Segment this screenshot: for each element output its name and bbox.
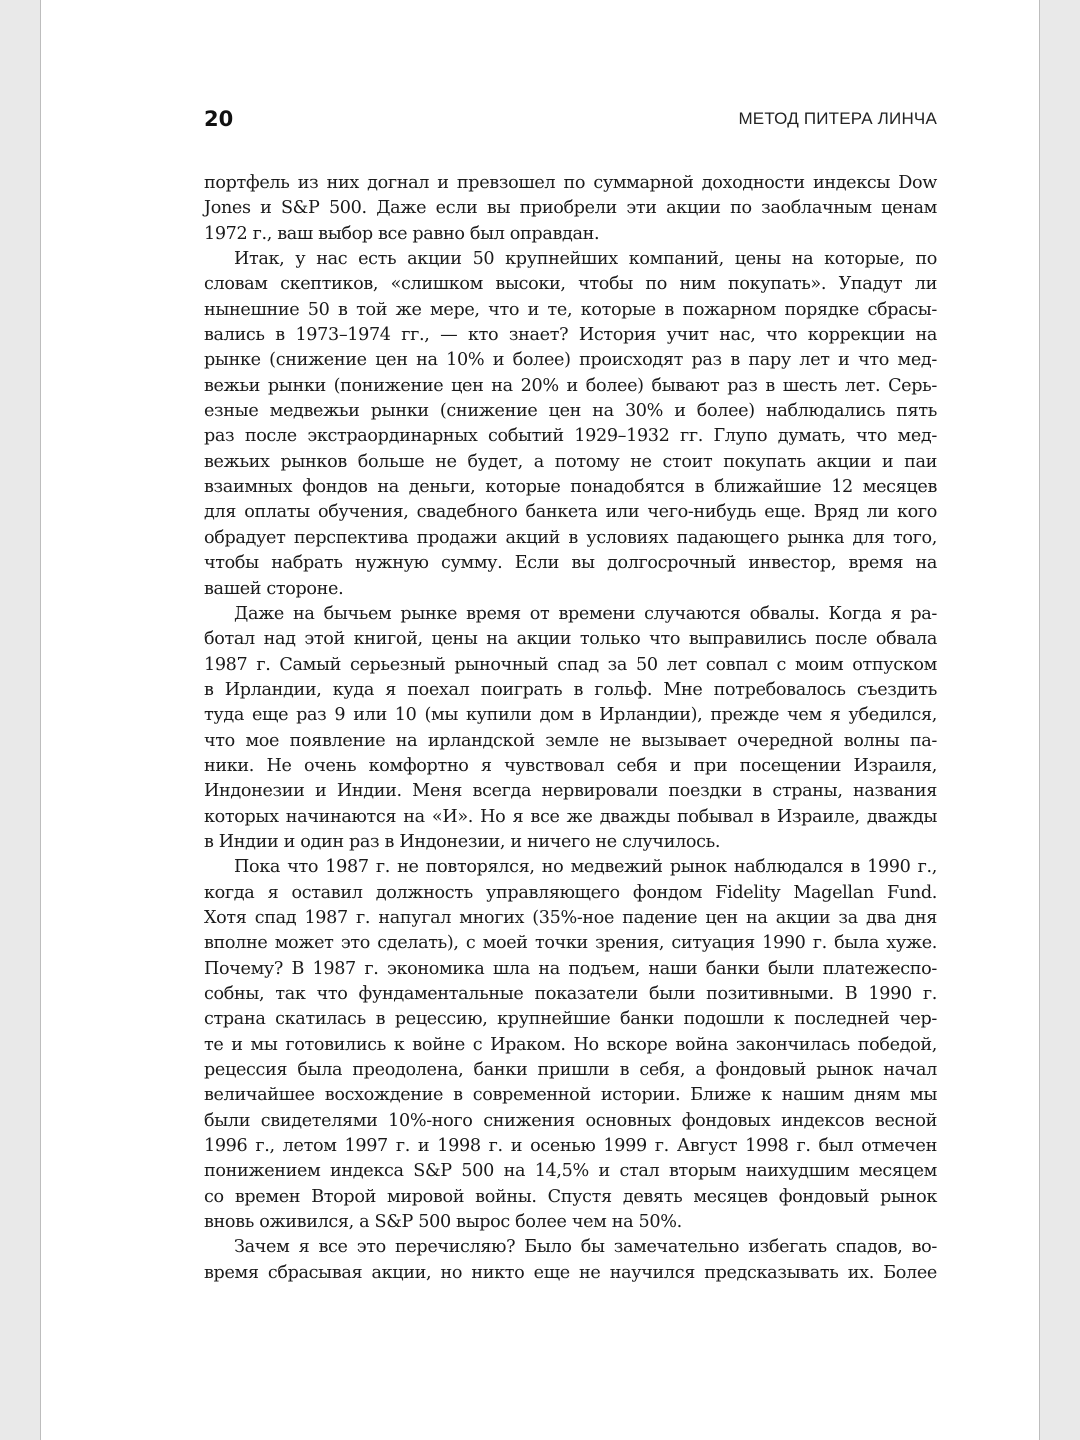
text-line: для оплаты обучения, свадебного банкета или чего-нибудь еще. Вряд ли кого xyxy=(204,502,937,523)
text-line: Почему? В 1987 г. экономика шла на подъем, наши банки были платежеспо- xyxy=(204,958,937,979)
text-line: обрадует перспектива продажи акций в условиях падающего рынка для того, xyxy=(204,527,937,548)
text-line: вновь оживился, а S&P 500 вырос более чем на 50%. xyxy=(204,1212,682,1233)
paragraph xyxy=(204,602,937,855)
text-line: собны, так что фундаментальные показатели были позитивными. В 1990 г. xyxy=(204,984,937,1004)
text-line: когда я оставил должность управляющего фондом Fidelity Magellan Fund. xyxy=(204,882,937,903)
text-line: Хотя спад 1987 г. напугал многих (35%-ное падение цен на акции за два дня xyxy=(204,907,937,928)
text-line: Даже на бычьем рынке время от времени случаются обвалы. Когда я ра- xyxy=(234,603,937,624)
text-line: портфель из них догнал и превзошел по суммарной доходности индексы Dow xyxy=(204,173,937,193)
text-line: величайшее восхождение в современной истории. Ближе к нашим дням мы xyxy=(204,1085,937,1106)
text-line: со времен Второй мировой войны. Спустя девять месяцев фондовый рынок xyxy=(204,1186,937,1207)
paragraph xyxy=(204,855,937,1235)
text-line: что мое появление на ирландской земле не вызывает очередной волны па- xyxy=(204,730,937,751)
running-head xyxy=(204,104,937,134)
page-number: 20 xyxy=(204,107,234,131)
text-line: которых начинаются на «И». Но я все же дважды побывал в Израиле, дважды xyxy=(204,806,937,827)
text-line: страна скатилась в рецессию, крупнейшие банки подошли к последней чер- xyxy=(204,1009,937,1030)
text-line: 1972 г., ваш выбор все равно был оправдан. xyxy=(204,223,600,244)
text-line: Индонезии и Индии. Меня всегда нервировали поездки в страны, названия xyxy=(204,781,937,802)
text-line: туда еще раз 9 или 10 (мы купили дом в Ирландии), прежде чем я убедился, xyxy=(204,705,937,726)
text-line: 1987 г. Самый серьезный рыночный спад за 50 лет совпал с моим отпуском xyxy=(204,654,937,675)
text-line: время сбрасывая акции, но никто еще не научился предсказывать их. Более xyxy=(204,1262,937,1283)
text-line: взаимных фондов на деньги, которые понадобятся в ближайшие 12 месяцев xyxy=(204,477,937,498)
book-title: МЕТОД ПИТЕРА ЛИНЧА xyxy=(738,109,937,128)
text-line: вежьих рынков больше не будет, а потому не стоит покупать акции и паи xyxy=(204,451,937,472)
text-line: 1996 г., летом 1997 г. и 1998 г. и осенью 1999 г. Август 1998 г. был отмечен xyxy=(204,1136,937,1157)
text-line: в Индии и один раз в Индонезии, и ничего не случилось. xyxy=(204,831,721,852)
text-line: те и мы готовились к войне с Ираком. Но вскоре война закончилась победой, xyxy=(204,1034,937,1055)
text-line: нынешние 50 в той же мере, что и те, которые в пожарном порядке сбрасы- xyxy=(204,299,937,320)
text-line: вашей стороне. xyxy=(204,578,344,599)
paragraph xyxy=(204,1235,937,1286)
text-line: рецессия была преодолена, банки пришли в себя, а фондовый рынок начал xyxy=(204,1060,937,1081)
body-text xyxy=(204,171,937,1286)
text-line: рынке (снижение цен на 10% и более) происходят раз в пару лет и что мед- xyxy=(204,350,937,371)
text-line: ники. Не очень комфортно я чувствовал себя и при посещении Израиля, xyxy=(204,755,937,776)
text-line: ботал над этой книгой, цены на акции только что выправились после обвала xyxy=(204,629,937,650)
text-line: в Ирландии, куда я поехал поиграть в гольф. Мне потребовалось съездить xyxy=(204,679,937,700)
paragraph xyxy=(204,247,937,602)
text-line: Зачем я все это перечисляю? Было бы замечательно избегать спадов, во- xyxy=(234,1237,937,1258)
text-line: понижением индекса S&P 500 на 14,5% и стал вторым наихудшим месяцем xyxy=(204,1161,937,1182)
paragraph xyxy=(204,171,937,247)
text-line: вались в 1973–1974 гг., — кто знает? История учит нас, что коррекции на xyxy=(204,325,937,346)
text-line: словам скептиков, «слишком высоки, чтобы по ним покупать». Упадут ли xyxy=(204,274,937,295)
book-page xyxy=(40,0,1040,1440)
text-line: чтобы набрать нужную сумму. Если вы долгосрочный инвестор, время на xyxy=(204,553,937,574)
text-line: вполне может это сделать), с моей точки зрения, ситуация 1990 г. была хуже. xyxy=(204,933,937,954)
text-line: раз после экстраординарных событий 1929–1932 гг. Глупо думать, что мед- xyxy=(204,426,937,447)
text-line: езные медвежьи рынки (снижение цен на 30% и более) наблюдались пять xyxy=(204,401,937,422)
text-line: Пока что 1987 г. не повторялся, но медвежий рынок наблюдался в 1990 г., xyxy=(234,857,937,878)
text-line: Jones и S&P 500. Даже если вы приобрели эти акции по заоблачным ценам xyxy=(204,198,937,219)
text-line: вежьи рынки (понижение цен на 20% и более) бывают раз в шесть лет. Серь- xyxy=(204,375,937,396)
text-line: Итак, у нас есть акции 50 крупнейших компаний, цены на которые, по xyxy=(234,249,937,270)
text-line: были свидетелями 10%-ного снижения основных фондовых индексов весной xyxy=(204,1110,937,1131)
